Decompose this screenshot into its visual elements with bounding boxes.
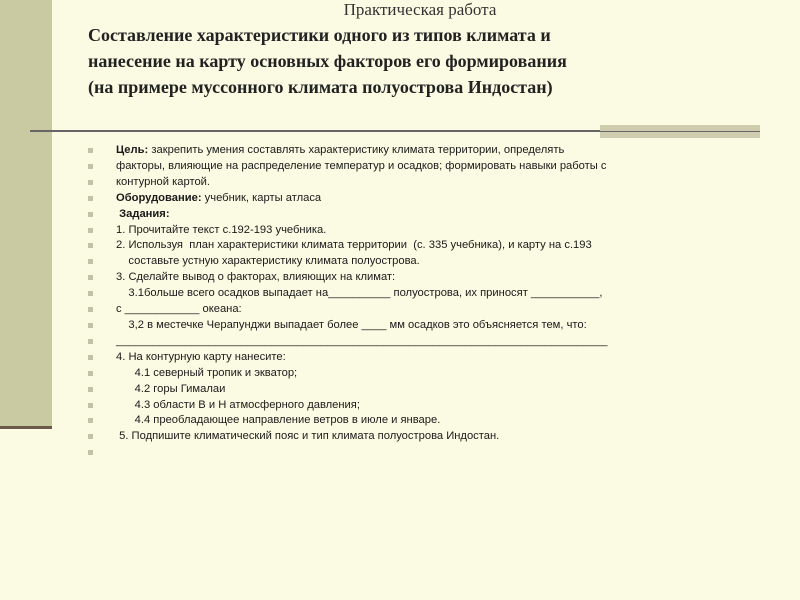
left-accent-rule [0, 426, 52, 429]
list-item [88, 286, 728, 302]
list-item [88, 254, 728, 270]
bullet-icon [88, 450, 93, 455]
list-item [88, 223, 728, 239]
bullet-icon [88, 418, 93, 423]
list-item [88, 413, 728, 429]
equipment-label: Оборудование: [116, 191, 202, 204]
list-item [88, 350, 728, 366]
left-accent-bar [0, 0, 52, 428]
bullet-icon [88, 243, 93, 248]
bullet-icon [88, 371, 93, 376]
task-list [88, 143, 728, 445]
bullet-icon [88, 434, 93, 439]
item-text: 3. Сделайте вывод о факторах, влияющих на климат: [116, 271, 396, 284]
bullet-icon [88, 164, 93, 169]
list-item [88, 429, 728, 445]
item-text: 4.4 преобладающее направление ветров в июле и январе. [116, 414, 441, 427]
item-text: контурной картой. [116, 175, 211, 188]
title-line: нанесение на карту основных факторов его формирования [88, 51, 567, 71]
item-text: _______________________________________________________________________________ [116, 334, 608, 347]
list-item [88, 398, 728, 414]
item-text: 3.1больше всего осадков выпадает на__________ полуострова, их приносят ___________, [116, 287, 603, 300]
list-item [88, 366, 728, 382]
goal-label: Цель: [116, 144, 149, 156]
item-text: 1. Прочитайте текст с.192-193 учебника. [116, 223, 327, 236]
bullet-icon [88, 291, 93, 296]
list-item [88, 382, 728, 398]
bullet-icon [88, 148, 93, 153]
bullet-icon [88, 180, 93, 185]
list-item [88, 159, 728, 175]
item-text: 4.2 горы Гималаи [116, 382, 226, 395]
bullet-icon [88, 387, 93, 392]
title-line: Составление характеристики одного из типов климата и [88, 25, 551, 45]
list-item [88, 334, 728, 350]
list-item [88, 207, 728, 223]
slide-supertitle: Практическая работа [343, 0, 497, 19]
list-item [88, 270, 728, 286]
list-item [88, 191, 728, 207]
bullet-icon [88, 228, 93, 233]
title-line: (на примере муссонного климата полуострова Индостан) [88, 77, 553, 97]
item-text: 5. Подпишите климатический пояс и тип климата полуострова Индостан. [116, 430, 500, 443]
bullet-icon [88, 323, 93, 328]
item-text: 4.1 северный тропик и экватор; [116, 366, 298, 379]
bullet-icon [88, 355, 93, 360]
item-text: 3,2 в местечке Черапунджи выпадает более ____ мм осадков это объясняется тем, что: [116, 318, 587, 331]
list-item [88, 238, 728, 254]
separator-block-line [600, 131, 760, 132]
list-item [88, 318, 728, 334]
tasks-label: Задания: [116, 207, 170, 220]
bullet-icon [88, 275, 93, 280]
item-text: с ____________ океана: [116, 303, 242, 316]
bullet-icon [88, 212, 93, 217]
bullet-icon [88, 403, 93, 408]
item-text: 4.3 области В и Н атмосферного давления; [116, 398, 360, 411]
separator-line [30, 130, 610, 132]
bullet-icon [88, 307, 93, 312]
list-item [88, 302, 728, 318]
item-text: 4. На контурную карту нанесите: [116, 350, 286, 363]
item-text: факторы, влияющие на распределение температур и осадков; формировать навыки работы с [116, 159, 607, 172]
bullet-icon [88, 196, 93, 201]
bullet-icon [88, 259, 93, 264]
item-text: 2. Используя план характеристики климата территории (с. 335 учебника), и карту на с.193 [116, 239, 592, 252]
list-item [88, 143, 728, 159]
item-text: составьте устную характеристику климата полуострова. [116, 255, 420, 268]
bullet-icon [88, 339, 93, 344]
item-text: учебник, карты атласа [201, 191, 322, 204]
list-item [88, 175, 728, 191]
slide-title [88, 22, 788, 100]
item-text: закрепить умения составлять характеристику климата территории, определять [148, 144, 565, 156]
